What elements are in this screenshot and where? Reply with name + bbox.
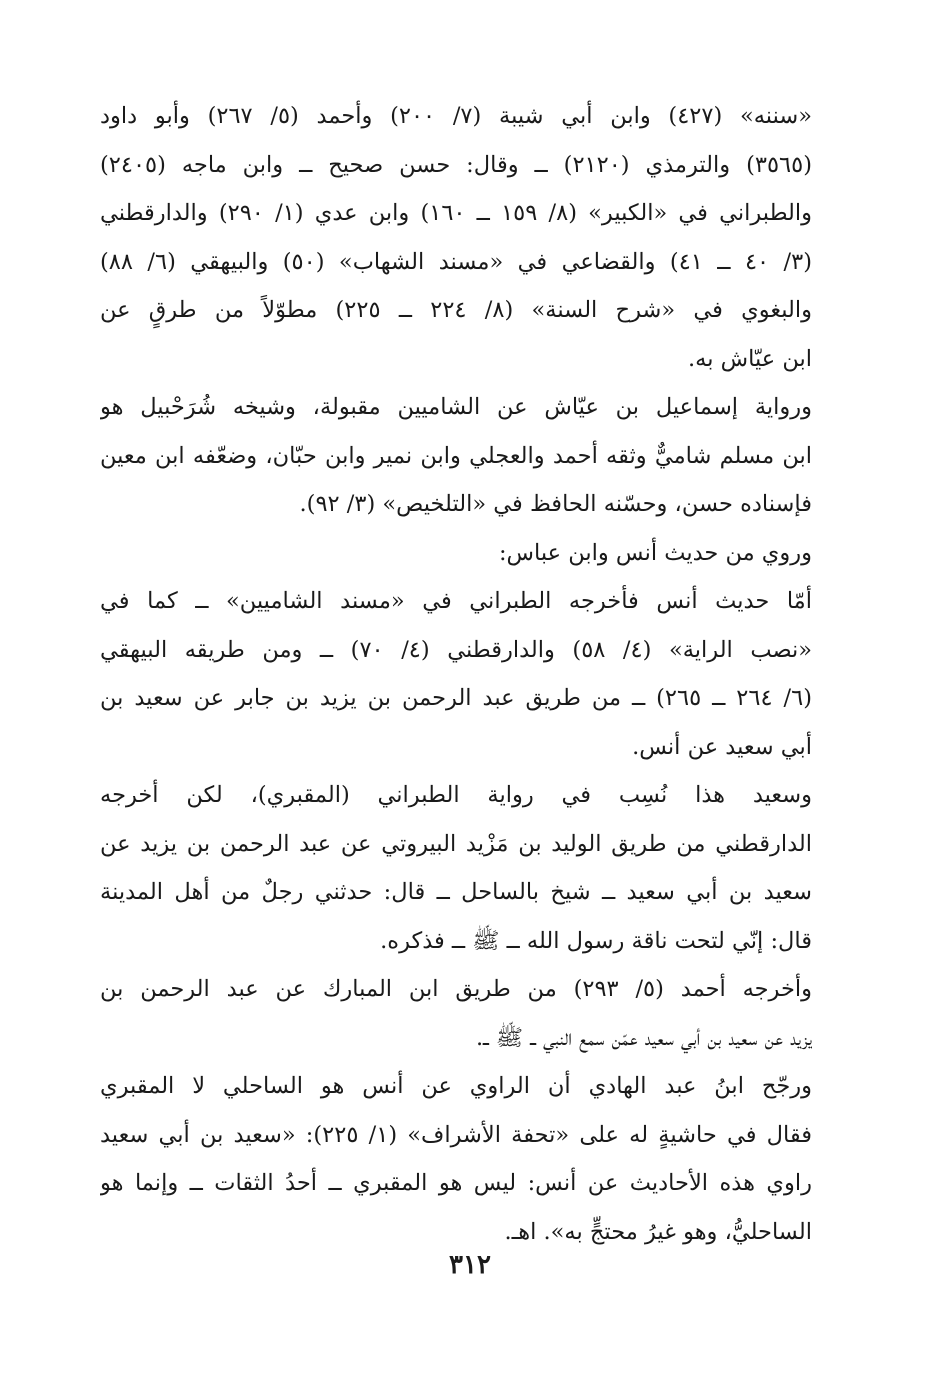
page-number: ٣١٢ — [449, 1250, 491, 1280]
text-line: (٣/ ٤٠ ــ ٤١) والقضاعي في «مسند الشهاب» (٥٠) والبيهقي (٦/ ٨٨) — [100, 248, 812, 275]
text-line: وسعيد هذا نُسِب في رواية الطبراني (المقبري)، لكن أخرجه — [100, 782, 812, 808]
text-line: والبغوي في «شرح السنة» (٨/ ٢٢٤ ــ ٢٢٥) مطوّلاً من طرقٍ عن — [100, 297, 812, 323]
text-line: والطبراني في «الكبير» (٨/ ١٥٩ ــ ١٦٠) وابن عدي (١/ ٢٩٠) والدارقطني — [100, 200, 812, 226]
text-line: فقال في حاشيةٍ له على «تحفة الأشراف» (١/ ٢٢٥): «سعيد بن أبي سعيد — [100, 1121, 812, 1148]
text-line: ورواية إسماعيل بن عيّاش عن الشاميين مقبولة، وشيخه شُرَحْبيل هو — [100, 394, 812, 420]
text-line: (٣٥٦٥) والترمذي (٢١٢٠) ــ وقال: حسن صحيح ــ وابن ماجه (٢٤٠٥) — [100, 151, 812, 178]
text-line: سعيد بن أبي سعيد ــ شيخ بالساحل ــ قال: حدثني رجلٌ من أهل المدينة — [100, 879, 812, 905]
text-line: يزيد عن سعيد بن أبي سعيد عمّن سمع النبي ــ ﷺ ــ. — [475, 1024, 812, 1051]
text-line: «سننه» (٤٢٧) وابن أبي شيبة (٧/ ٢٠٠) وأحمد (٥/ ٢٦٧) وأبو داود — [100, 103, 812, 129]
text-line: قال: إنّي لتحت ناقة رسول الله ــ ﷺ ــ فذكره. — [380, 927, 812, 954]
text-line: وأخرجه أحمد (٥/ ٢٩٣) من طريق ابن المبارك عن عبد الرحمن بن — [100, 976, 812, 1002]
text-line: ابن مسلم شاميٌّ وثقه أحمد والعجلي وابن نمير وابن حبّان، وضعّفه ابن معين — [100, 442, 812, 469]
text-line: الدارقطني من طريق الوليد بن مَزْيد البيروتي عن عبد الرحمن بن يزيد عن — [100, 830, 812, 857]
text-line: ورجّح ابنُ عبد الهادي أن الراوي عن أنس هو الساحلي لا المقبري — [100, 1073, 812, 1099]
page-text — [100, 92, 812, 1256]
text-line: أبي سعيد عن أنس. — [632, 733, 812, 760]
text-line: راوي هذه الأحاديث عن أنس: ليس هو المقبري ــ أحدُ الثقات ــ وإنما هو — [100, 1170, 812, 1196]
text-line: الساحليُّ، وهو غيرُ محتجٍّ به». اهـ. — [504, 1218, 812, 1245]
text-line: وروي من حديث أنس وابن عباس: — [498, 539, 812, 566]
text-line: ابن عيّاش به. — [688, 345, 812, 372]
text-line: فإسناده حسن، وحسّنه الحافظ في «التلخيص» (٣/ ٩٢). — [299, 491, 812, 517]
text-line: «نصب الراية» (٤/ ٥٨) والدارقطني (٤/ ٧٠) ــ ومن طريقه البيهقي — [100, 636, 812, 663]
text-line: (٦/ ٢٦٤ ــ ٢٦٥) ــ من طريق عبد الرحمن بن يزيد بن جابر عن سعيد بن — [100, 685, 812, 711]
text-line: أمّا حديث أنس فأخرجه الطبراني في «مسند الشاميين» ــ كما في — [100, 588, 812, 614]
